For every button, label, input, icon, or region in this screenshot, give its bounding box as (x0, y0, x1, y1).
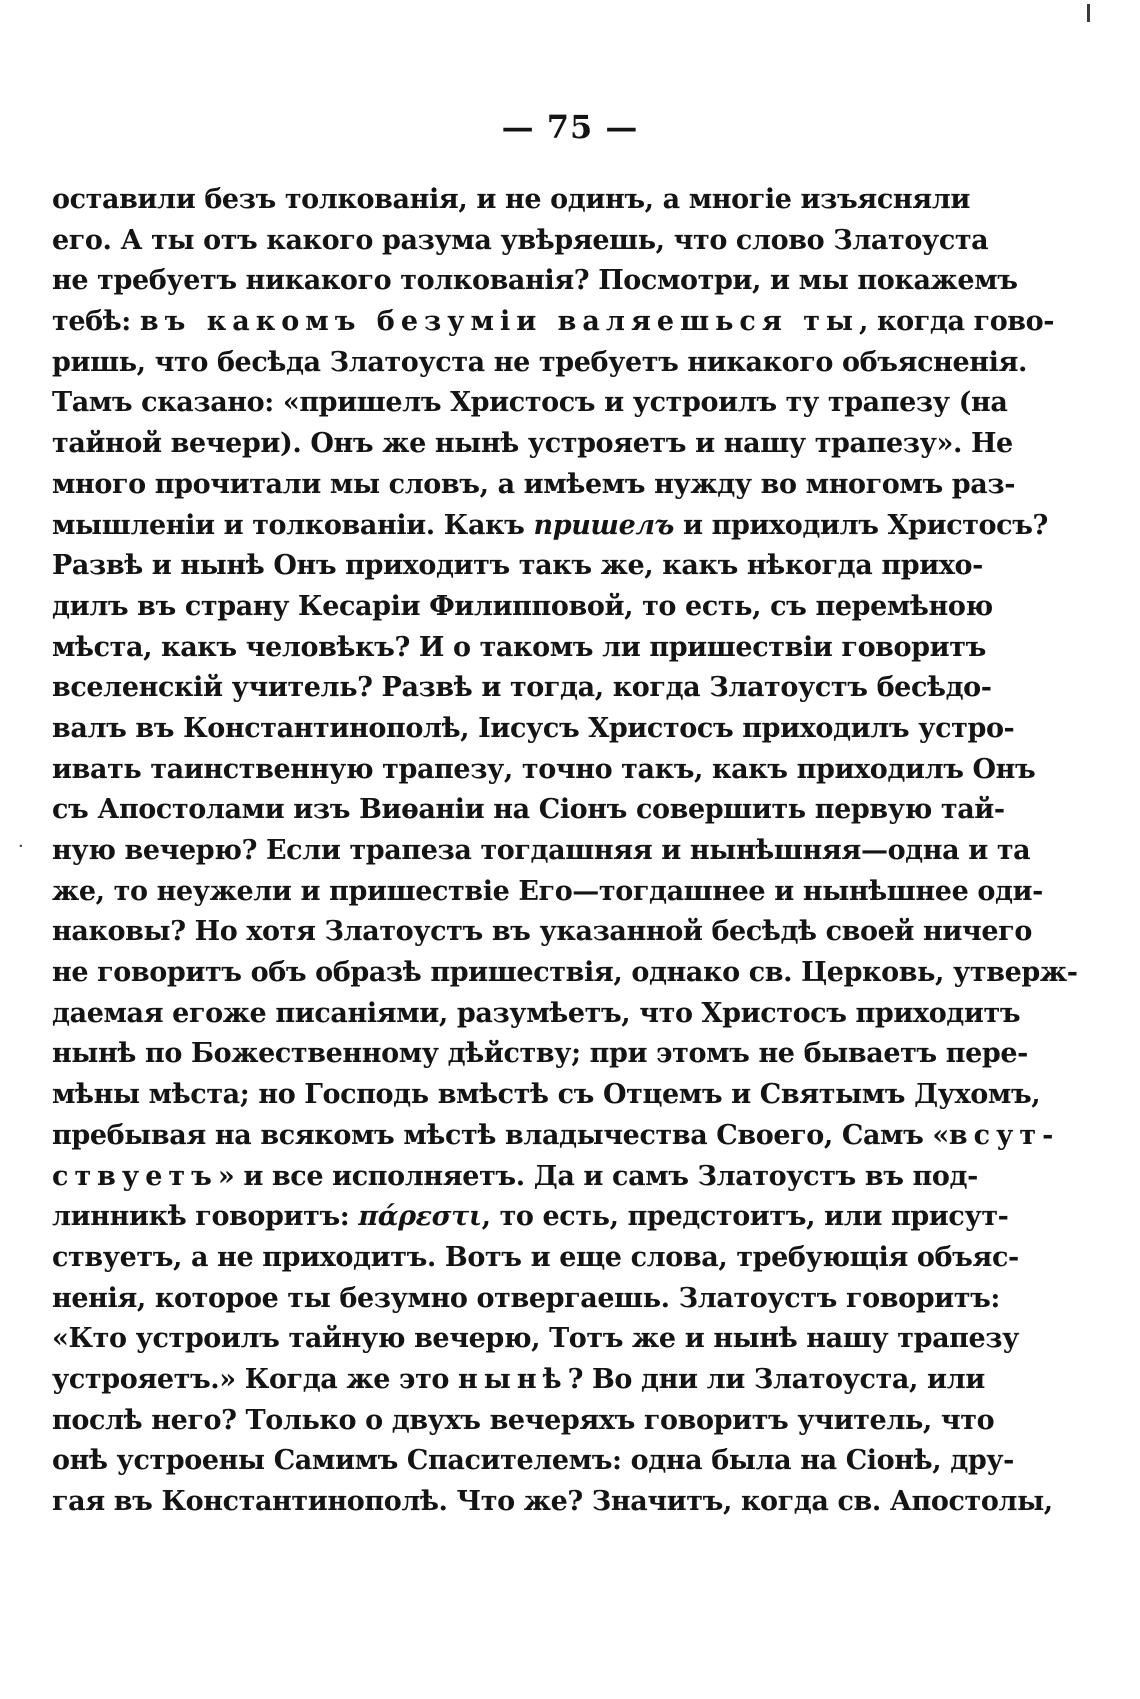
text-line (52, 668, 992, 709)
text-segment: ствуетъ (52, 1160, 218, 1192)
text-line (52, 546, 983, 587)
text-segment: валъ въ Константинополѣ, Іисусъ Христосъ приходилъ устро- (52, 712, 1015, 744)
text-segment: онѣ устроены Самимъ Спасителемъ: одна была на Сіонѣ, дру- (52, 1445, 1014, 1477)
text-segment: наковы? Но хотя Златоустъ въ указанной бесѣдѣ своей ничего (52, 916, 1032, 948)
text-segment: гая въ Константинополѣ. Что же? Значитъ, когда св. Апостолы, (52, 1486, 1053, 1517)
text-line (52, 872, 1043, 913)
text-segment: въ какомъ безуміи валяешься ты (139, 306, 859, 338)
text-segment: ? Во дни ли Златоуста, или (567, 1363, 985, 1395)
text-line (52, 1441, 1014, 1482)
text-segment: , то есть, предстоитъ, или присут- (481, 1201, 1009, 1233)
text-segment: устрояетъ.» Когда же это (52, 1363, 459, 1395)
body-text (52, 180, 1078, 1523)
text-segment: вселенскій учитель? Развѣ и тогда, когда Златоустъ бесѣдо- (52, 672, 992, 704)
text-line (52, 709, 1015, 750)
text-line (52, 343, 1028, 384)
text-line (52, 831, 1031, 872)
text-segment: много прочитали мы словъ, а имѣемъ нужду во многомъ раз- (52, 468, 1015, 500)
text-segment: мѣны мѣста; но Господь вмѣстѣ съ Отцемъ и Святымъ Духомъ, (52, 1079, 1041, 1111)
text-segment: его. А ты отъ какого разума увѣряешь, что слово Златоуста (52, 224, 989, 256)
text-segment: послѣ него? Только о двухъ вечеряхъ говоритъ учитель, что (52, 1404, 995, 1436)
text-line (52, 221, 989, 262)
margin-dot: · (18, 836, 24, 857)
text-segment: «Кто устроилъ тайную вечерю, Тотъ же и нынѣ нашу трапезу (52, 1323, 1020, 1355)
page-number: — 75 — (501, 108, 639, 146)
text-segment: не говоритъ объ образѣ пришествія, однако св. Церковь, утверж- (52, 957, 1078, 989)
text-line (52, 1482, 1053, 1523)
text-line (52, 790, 1005, 831)
text-segment: ришь, что бесѣда Златоуста не требуетъ никакого объясненія. (52, 346, 1028, 378)
text-line (52, 1157, 978, 1198)
text-segment: » и все исполняетъ. Да и самъ Златоустъ въ под- (217, 1160, 978, 1192)
text-segment: даемая егоже писаніями, разумѣетъ, что Христосъ приходитъ (52, 997, 1021, 1029)
text-line (52, 261, 1018, 302)
text-line (52, 587, 993, 628)
text-segment: дилъ въ страну Кесаріи Филипповой, то есть, съ перемѣною (52, 590, 993, 622)
text-segment: Тамъ сказано: «пришелъ Христосъ и устроилъ ту трапезу (на (52, 387, 1008, 419)
text-line (52, 506, 1048, 547)
text-line (52, 302, 1055, 343)
text-segment: πάρεστι (358, 1201, 482, 1233)
text-segment: тайной вечери). Онъ же нынѣ устрояетъ и нашу трапезу». Не (52, 428, 1013, 460)
text-segment: и приходилъ Христосъ? (673, 509, 1048, 541)
text-segment: пришелъ (533, 509, 674, 541)
text-line (52, 424, 1013, 465)
text-line (52, 994, 1021, 1035)
text-line (52, 750, 1036, 791)
text-line (52, 628, 986, 669)
text-segment: не требуетъ никакого толкованія? Посмотри, и мы покажемъ (52, 265, 1018, 297)
text-segment: нынѣ по Божественному дѣйству; при этомъ не бываетъ пере- (52, 1038, 1028, 1070)
text-line (52, 1116, 1060, 1157)
text-line (52, 1075, 1041, 1116)
text-segment: ивать таинственную трапезу, точно такъ, какъ приходилъ Онъ (52, 753, 1036, 785)
text-segment: нынѣ (458, 1363, 568, 1395)
text-line (52, 180, 971, 221)
text-segment: пребывая на всякомъ мѣстѣ владычества Своего, Самъ « (52, 1119, 949, 1151)
text-line (52, 1238, 1019, 1279)
text-line (52, 912, 1032, 953)
text-line (52, 465, 1015, 506)
text-segment: оставили безъ толкованія, и не одинъ, а многіе изъясняли (52, 184, 971, 215)
text-segment: ненія, которое ты безумно отвергаешь. Златоустъ говоритъ: (52, 1282, 1001, 1314)
text-line (52, 953, 1078, 994)
text-line (52, 1319, 1020, 1360)
text-segment: же, то неужели и пришествіе Его—тогдашнее и нынѣшнее оди- (52, 875, 1043, 907)
text-segment: съ Апостолами изъ Виѳаніи на Сіонъ совершить первую тай- (52, 794, 1005, 826)
text-segment: ную вечерю? Если трапеза тогдашняя и нынѣшняя—одна и та (52, 835, 1031, 866)
text-segment: Развѣ и нынѣ Онъ приходитъ такъ же, какъ нѣкогда прихо- (52, 550, 983, 582)
text-line (52, 1197, 1009, 1238)
text-segment: линникѣ говоритъ: (52, 1201, 359, 1233)
text-line (52, 1401, 995, 1442)
corner-mark (1087, 4, 1090, 22)
text-line (52, 1034, 1028, 1075)
text-segment: вcут- (948, 1119, 1060, 1151)
text-line (52, 1360, 985, 1401)
text-segment: мышленіи и толкованіи. Какъ (52, 509, 534, 541)
text-segment: ствуетъ, а не приходитъ. Вотъ и еще слова, требующія объяс- (52, 1241, 1019, 1273)
text-segment: тебѣ: (52, 306, 140, 338)
text-line (52, 1279, 1001, 1320)
text-line (52, 383, 1008, 424)
text-segment: , когда гово- (859, 306, 1055, 338)
text-segment: мѣста, какъ человѣкъ? И о такомъ ли пришествіи говоритъ (52, 631, 986, 663)
